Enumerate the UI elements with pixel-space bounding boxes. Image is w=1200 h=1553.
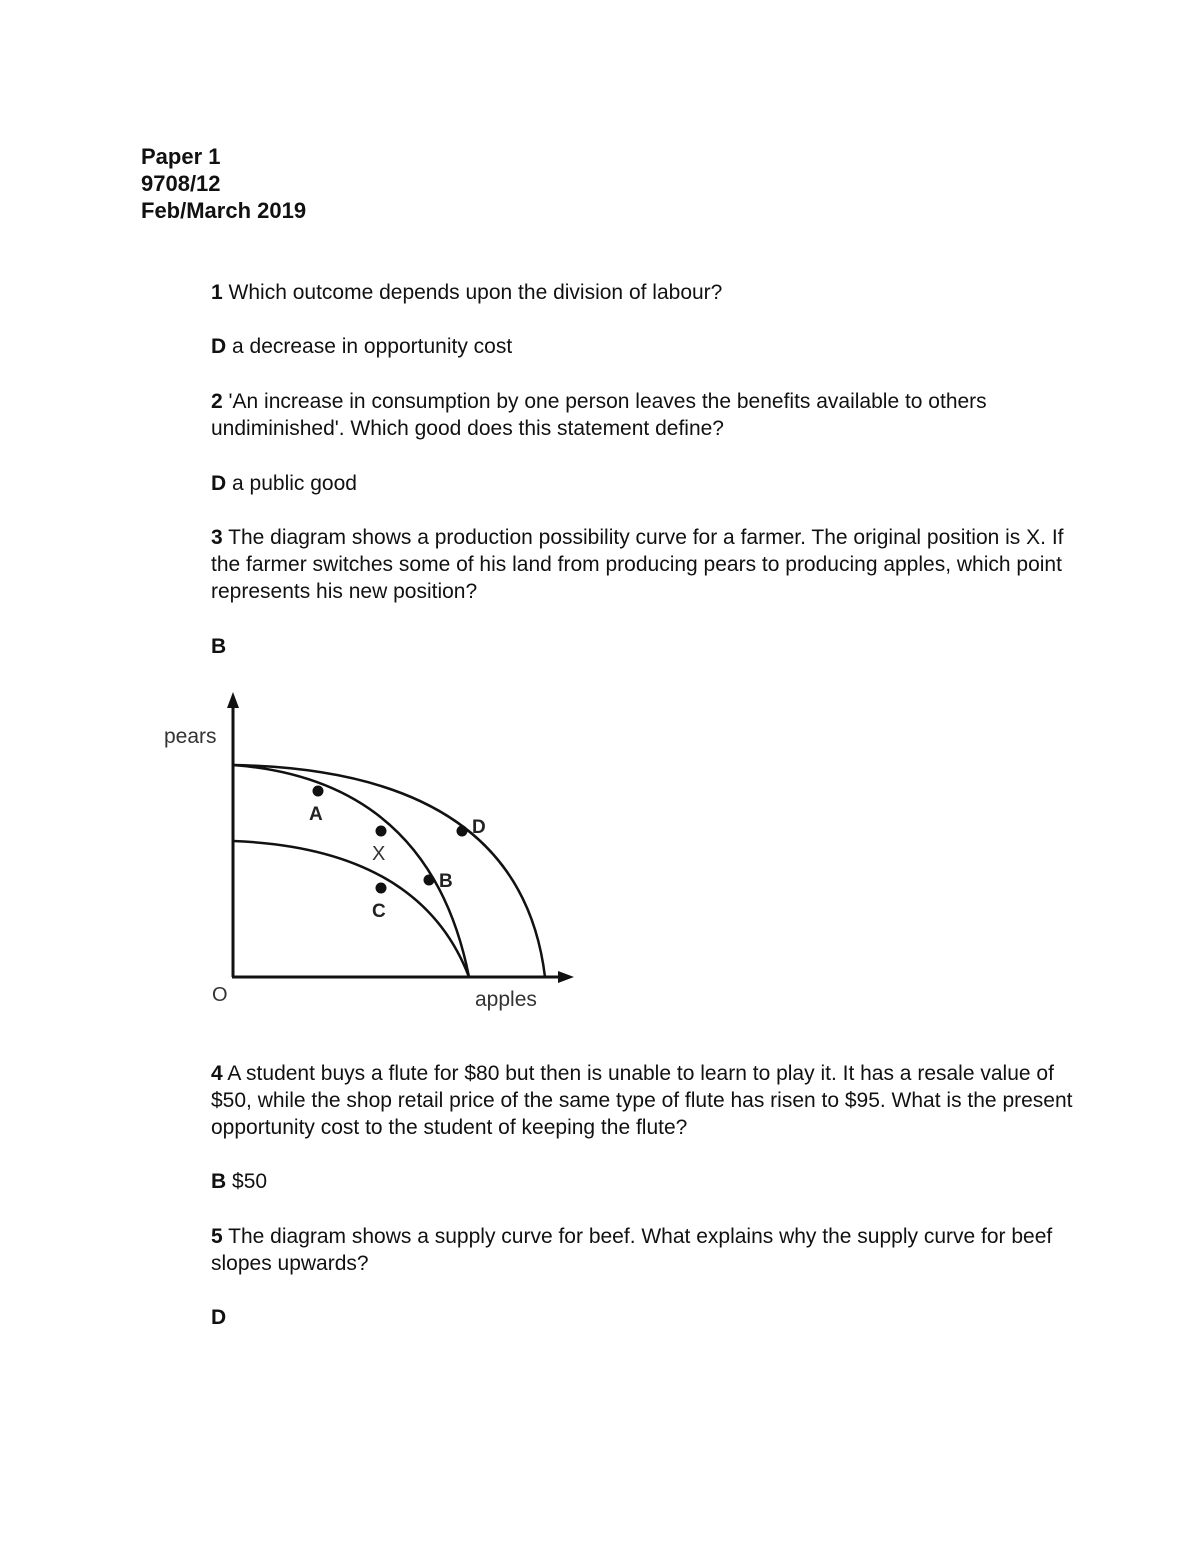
answer-text: a decrease in opportunity cost bbox=[232, 335, 513, 358]
question-3 bbox=[211, 524, 1091, 605]
question-text: Which outcome depends upon the division of labour? bbox=[228, 281, 723, 304]
answer-text: a public good bbox=[232, 472, 357, 495]
answer-letter: D bbox=[211, 335, 227, 358]
point-d-dot bbox=[457, 826, 468, 837]
question-number: 2 bbox=[211, 390, 223, 413]
point-x-label: X bbox=[372, 843, 386, 865]
answer-3 bbox=[211, 633, 1091, 660]
point-c-label: C bbox=[372, 901, 386, 922]
x-axis-label: apples bbox=[475, 988, 537, 1011]
question-text: The diagram shows a supply curve for beef. What explains why the supply curve for beef slopes upwards? bbox=[211, 1225, 1053, 1275]
ppc-diagram bbox=[150, 680, 590, 1025]
origin-label: O bbox=[212, 984, 228, 1006]
answer-4 bbox=[211, 1168, 1091, 1195]
answer-1 bbox=[211, 333, 1091, 360]
answer-letter: D bbox=[211, 1306, 227, 1329]
answer-letter: B bbox=[211, 635, 227, 658]
answer-2 bbox=[211, 470, 1091, 497]
answer-text: $50 bbox=[232, 1170, 268, 1193]
original-ppc-curve bbox=[233, 765, 469, 977]
point-b-dot bbox=[424, 875, 435, 886]
point-d-label: D bbox=[472, 817, 486, 838]
question-number: 4 bbox=[211, 1062, 223, 1085]
exam-session: Feb/March 2019 bbox=[141, 198, 307, 223]
question-text: 'An increase in consumption by one person leaves the benefits available to others undiminished'. Which good does this statement define? bbox=[211, 390, 987, 440]
point-x-dot bbox=[376, 826, 387, 837]
question-text: A student buys a flute for $80 but then is unable to learn to play it. It has a resale value of $50, while the shop retail price of the same type of flute has risen to $95. What is the present opportunity cost to the student of keeping the flute? bbox=[211, 1062, 1073, 1139]
x-axis-arrow bbox=[558, 971, 574, 983]
question-number: 3 bbox=[211, 526, 223, 549]
question-5 bbox=[211, 1223, 1091, 1277]
inner-ppc-curve bbox=[233, 841, 469, 977]
point-c-dot bbox=[376, 883, 387, 894]
point-a-dot bbox=[313, 786, 324, 797]
question-2 bbox=[211, 388, 1091, 442]
question-text: The diagram shows a production possibility curve for a farmer. The original position is X. If the farmer switches some of his land from producing pears to producing apples, which point represents his new position? bbox=[211, 526, 1064, 603]
point-a-label: A bbox=[309, 804, 323, 825]
answer-5 bbox=[211, 1304, 1091, 1331]
question-1 bbox=[211, 279, 1091, 306]
y-axis-label: pears bbox=[164, 725, 217, 748]
outer-ppc-curve bbox=[233, 765, 545, 977]
paper-title: Paper 1 bbox=[141, 144, 221, 169]
answer-letter: B bbox=[211, 1170, 227, 1193]
question-number: 1 bbox=[211, 281, 223, 304]
paper-code: 9708/12 bbox=[141, 171, 221, 196]
point-b-label: B bbox=[439, 871, 453, 892]
answer-letter: D bbox=[211, 472, 227, 495]
question-4 bbox=[211, 1060, 1091, 1141]
y-axis-arrow bbox=[227, 692, 239, 708]
question-number: 5 bbox=[211, 1225, 223, 1248]
